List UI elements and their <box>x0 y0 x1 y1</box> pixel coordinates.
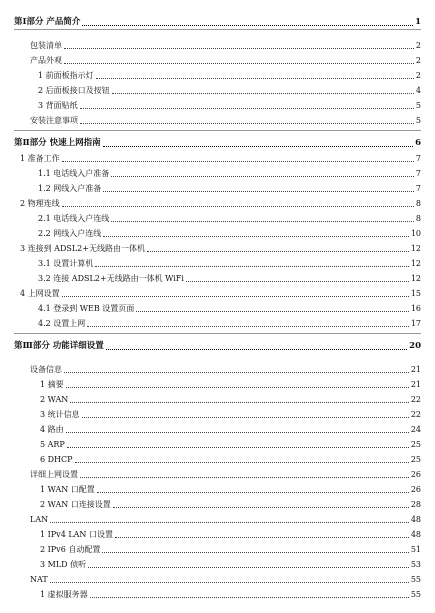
dot-leader <box>102 552 408 553</box>
toc-entry[interactable] <box>40 528 421 541</box>
toc-page-number: 1 <box>415 17 421 28</box>
toc-entry-title: 4.1 登录到 WEB 设置页面 <box>38 303 135 313</box>
toc-entry[interactable] <box>38 227 421 240</box>
toc-entry-title: 1 WAN 口配置 <box>40 484 95 494</box>
dot-leader <box>62 161 414 162</box>
toc-entry[interactable] <box>30 468 421 481</box>
toc-entry-title: LAN <box>30 514 49 524</box>
toc-entry-title: 4.2 设置上网 <box>38 318 86 328</box>
toc-entry-title: 1.1 电话线入户准备 <box>38 168 110 178</box>
dot-leader <box>62 206 414 207</box>
toc-entry-title: 1 准备工作 <box>20 153 60 163</box>
toc-entry[interactable] <box>38 167 421 180</box>
toc-page-number: 2 <box>415 55 421 65</box>
toc-page-number: 25 <box>410 439 421 449</box>
toc-page-number: 12 <box>410 258 421 268</box>
dot-leader <box>95 266 409 267</box>
dot-leader <box>136 311 409 312</box>
toc-section-entry[interactable] <box>14 16 421 29</box>
toc-entry-title: 2.1 电话线入户连线 <box>38 213 110 223</box>
toc-entry[interactable] <box>40 543 421 556</box>
section-divider <box>14 29 421 30</box>
section-divider <box>14 130 421 131</box>
toc-entry[interactable] <box>20 197 421 210</box>
toc-page-number: 22 <box>410 394 421 404</box>
toc-entry-title: 1 摘要 <box>40 379 64 389</box>
toc-entry-title: 1 虚拟服务器 <box>40 589 88 599</box>
toc-page-number: 24 <box>410 424 421 434</box>
toc-page-number: 48 <box>410 529 421 539</box>
toc-page-number: 8 <box>415 198 421 208</box>
toc-entry[interactable] <box>20 287 421 300</box>
toc-page-number: 12 <box>410 243 421 253</box>
dot-leader <box>103 146 413 147</box>
toc-entry-title: 包装清单 <box>30 40 62 50</box>
toc-entry[interactable] <box>38 99 421 112</box>
toc-entry[interactable] <box>30 114 421 127</box>
toc-page-number: 12 <box>410 273 421 283</box>
toc-entry[interactable] <box>38 257 421 270</box>
toc-page-number: 22 <box>410 409 421 419</box>
dot-leader <box>80 108 414 109</box>
toc-section-entry[interactable] <box>14 137 421 150</box>
toc-entry[interactable] <box>38 272 421 285</box>
dot-leader <box>147 251 409 252</box>
dot-leader <box>80 477 409 478</box>
toc-entry-title: 2 物理连线 <box>20 198 60 208</box>
toc-page-number: 25 <box>410 454 421 464</box>
toc-entry-title: 3.2 连接 ADSL2+无线路由一体机 WiFi <box>38 273 184 283</box>
toc-page-number: 10 <box>410 228 421 238</box>
dot-leader <box>82 417 409 418</box>
toc-entry[interactable] <box>30 363 421 376</box>
dot-leader <box>90 597 409 598</box>
toc-entry-title: 6 DHCP <box>40 454 73 464</box>
toc-entry[interactable] <box>40 453 421 466</box>
dot-leader <box>87 326 409 327</box>
toc-entry-title: 安装注意事项 <box>30 115 78 125</box>
toc-entry-title: 3 MLD 侦听 <box>40 559 87 569</box>
toc-page-number: 55 <box>410 589 421 599</box>
toc-entry[interactable] <box>38 182 421 195</box>
toc-entry[interactable] <box>38 317 421 330</box>
dot-leader <box>96 78 414 79</box>
toc-page-number: 16 <box>410 303 421 313</box>
dot-leader <box>103 191 414 192</box>
toc-entry[interactable] <box>20 242 421 255</box>
toc-entry-title: NAT <box>30 574 48 584</box>
toc-entry-title: 1 前面板指示灯 <box>38 70 94 80</box>
toc-entry-title: 4 路由 <box>40 424 64 434</box>
toc-entry-title: 2 WAN <box>40 394 69 404</box>
toc-entry-title: 5 ARP <box>40 439 65 449</box>
toc-page-number: 5 <box>415 100 421 110</box>
dot-leader <box>111 176 414 177</box>
toc-entry-title: 第Ⅱ部分 快速上网指南 <box>14 138 101 149</box>
toc-entry-title: 1 IPv4 LAN 口设置 <box>40 529 113 539</box>
dot-leader <box>111 221 414 222</box>
toc-entry[interactable] <box>30 39 421 52</box>
toc-entry-title: 第Ⅲ部分 功能详细设置 <box>14 341 104 352</box>
toc-page-number: 20 <box>409 341 421 352</box>
dot-leader <box>64 48 414 49</box>
toc-page-number: 51 <box>410 544 421 554</box>
toc-page-number: 55 <box>410 574 421 584</box>
dot-leader <box>64 372 409 373</box>
toc-entry[interactable] <box>38 212 421 225</box>
toc-entry-title: 2 IPv6 自动配置 <box>40 544 101 554</box>
toc-entry-title: 2 后面板接口及按钮 <box>38 85 110 95</box>
toc-entry[interactable] <box>38 69 421 82</box>
dot-leader <box>50 522 409 523</box>
toc-entry[interactable] <box>40 378 421 391</box>
toc-entry[interactable] <box>38 302 421 315</box>
toc-entry[interactable] <box>38 84 421 97</box>
toc-entry-title: 3 连接到 ADSL2+无线路由一体机 <box>20 243 145 253</box>
dot-leader <box>97 492 409 493</box>
toc-entry-title: 第Ⅰ部分 产品简介 <box>14 17 81 28</box>
toc-page-number: 21 <box>410 379 421 389</box>
dot-leader <box>113 507 409 508</box>
toc-page-number: 26 <box>410 469 421 479</box>
toc-page-number: 17 <box>410 318 421 328</box>
dot-leader <box>103 236 409 237</box>
dot-leader <box>64 63 414 64</box>
toc-page-number: 4 <box>415 85 421 95</box>
toc-entry-title: 3.1 设置计算机 <box>38 258 94 268</box>
toc-entry[interactable] <box>40 393 421 406</box>
toc-entry-title: 2 WAN 口连接设置 <box>40 499 111 509</box>
toc-entry-title: 详细上网设置 <box>30 469 78 479</box>
toc-entry[interactable] <box>40 498 421 511</box>
toc-entry[interactable] <box>40 483 421 496</box>
dot-leader <box>80 123 414 124</box>
toc-page-number: 26 <box>410 484 421 494</box>
toc-page-number: 8 <box>415 213 421 223</box>
dot-leader <box>70 402 409 403</box>
dot-leader <box>186 281 409 282</box>
toc-page-number: 28 <box>410 499 421 509</box>
toc-entry[interactable] <box>30 573 421 586</box>
toc-page-number: 2 <box>415 70 421 80</box>
toc-entry-title: 2.2 网线入户连线 <box>38 228 102 238</box>
toc-entry[interactable] <box>30 513 421 526</box>
toc-entry[interactable] <box>40 438 421 451</box>
toc-entry[interactable] <box>40 423 421 436</box>
toc-page-number: 15 <box>410 288 421 298</box>
dot-leader <box>50 582 409 583</box>
toc-entry-title: 设备信息 <box>30 364 62 374</box>
toc-page-number: 48 <box>410 514 421 524</box>
toc-page-number: 7 <box>415 183 421 193</box>
dot-leader <box>115 537 409 538</box>
toc-page-number: 7 <box>415 168 421 178</box>
toc-section-entry[interactable] <box>14 340 421 353</box>
toc-page-number: 5 <box>415 115 421 125</box>
toc-page-number: 6 <box>415 138 421 149</box>
toc-entry[interactable] <box>40 588 421 601</box>
dot-leader <box>66 387 409 388</box>
dot-leader <box>66 432 409 433</box>
toc-page-number: 21 <box>410 364 421 374</box>
toc-entry-title: 3 背面贴纸 <box>38 100 78 110</box>
toc-entry[interactable] <box>20 152 421 165</box>
toc-entry-title: 3 统计信息 <box>40 409 80 419</box>
dot-leader <box>67 447 409 448</box>
toc-entry[interactable] <box>40 558 421 571</box>
section-divider <box>14 333 421 334</box>
toc-page-number: 53 <box>410 559 421 569</box>
toc-page-number: 7 <box>415 153 421 163</box>
toc-entry-title: 4 上网设置 <box>20 288 60 298</box>
dot-leader <box>106 349 407 350</box>
dot-leader <box>88 567 409 568</box>
dot-leader <box>62 296 409 297</box>
toc-entry[interactable] <box>40 408 421 421</box>
dot-leader <box>75 462 409 463</box>
dot-leader <box>112 93 414 94</box>
toc-entry[interactable] <box>30 54 421 67</box>
toc-entry-title: 1.2 网线入户准备 <box>38 183 102 193</box>
dot-leader <box>82 25 413 26</box>
toc-entry-title: 产品外观 <box>30 55 62 65</box>
toc-page-number: 2 <box>415 40 421 50</box>
